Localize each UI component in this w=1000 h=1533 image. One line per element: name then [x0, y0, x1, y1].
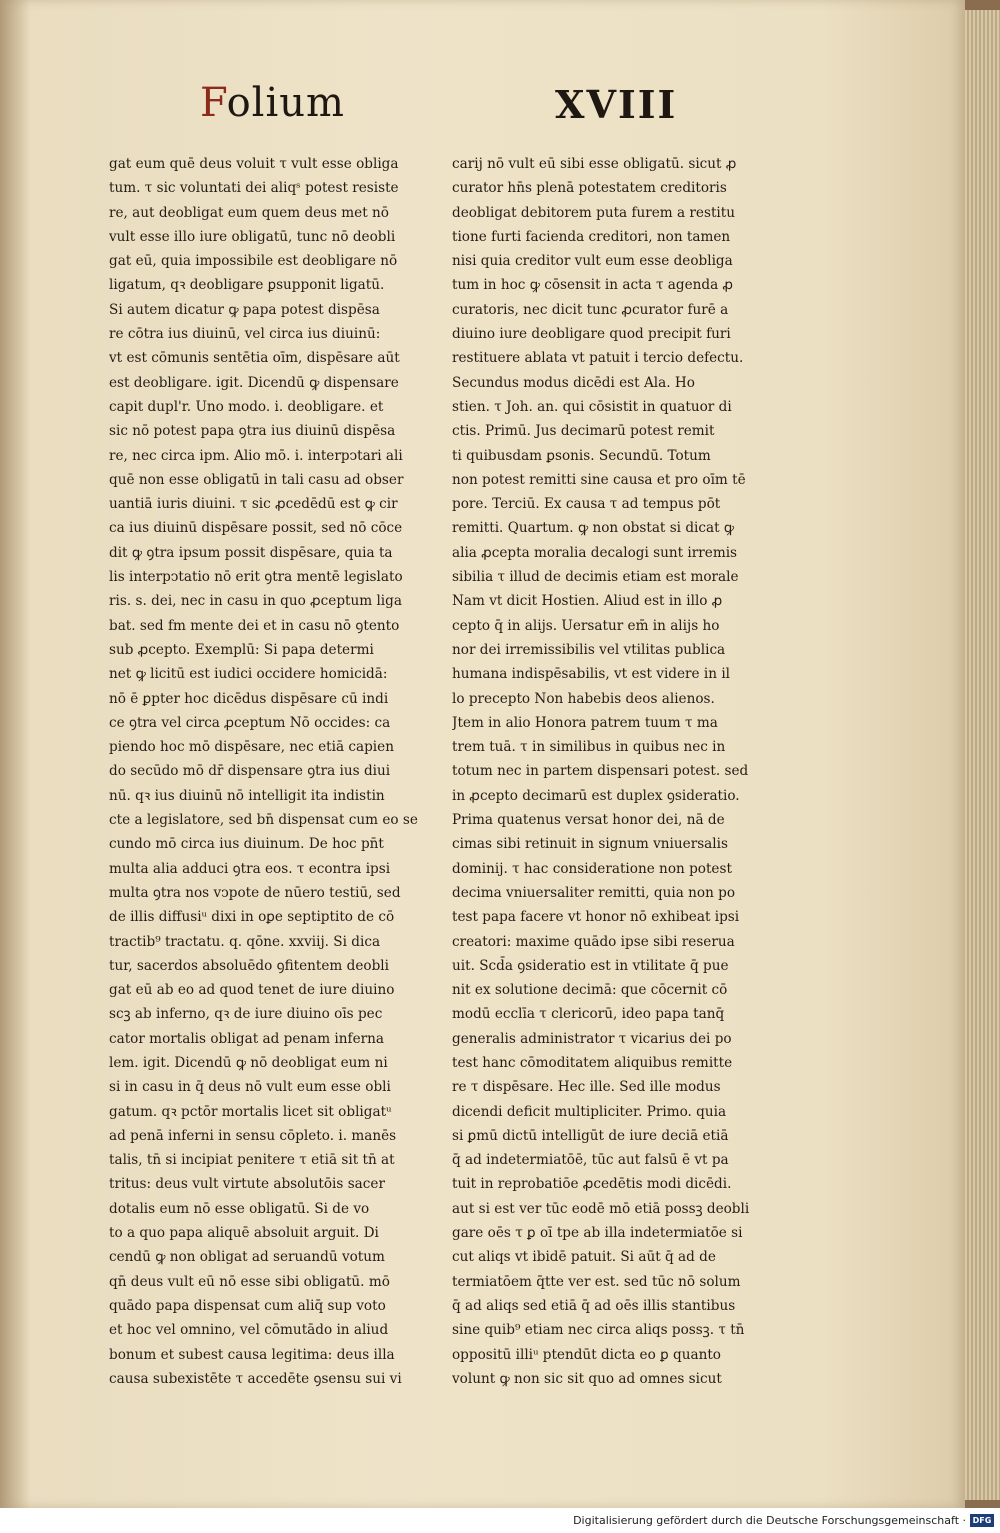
text-line: sine quib⁹ etiam nec circa aliqs possꝫ. τ tn̄ [452, 1322, 745, 1339]
text-line: ti quibusdam ꝑsonis. Secundū. Totum [452, 447, 711, 464]
text-line: piendo hoc mō dispēsare, nec etiā capien [109, 739, 394, 756]
text-line: ctis. Primū. Jus decimarū potest remit [452, 423, 715, 440]
text-line: volunt ꝙ non sic sit quo ad omnes sicut [452, 1370, 722, 1387]
text-line: multa ꝯtra nos vↄpote de nūero testiū, sed [109, 884, 401, 901]
text-line: dit ꝙ ꝯtra ipsum possit dispēsare, quia ta [109, 544, 393, 561]
text-line: curatoris, nec dicit tunc ꝓcurator furē a [452, 301, 729, 318]
text-line: Prima quatenus versat honor dei, nā de [452, 812, 725, 829]
text-line: test papa facere vt honor nō exhibeat ipsi [452, 909, 740, 926]
text-line: do secūdo mō dr̄ dispensare ꝯtra ius diui [109, 763, 391, 780]
text-line: qn̄ deus vult eū nō esse sibi obligatū. mō [109, 1273, 390, 1290]
text-line: sibilia τ illud de decimis etiam est morale [452, 569, 739, 586]
text-line: totum nec in partem dispensari potest. sed [452, 763, 749, 780]
text-line: si in casu in q̄ deus nō vult eum esse obli [109, 1079, 391, 1096]
text-line: trem tuā. τ in similibus in quibus nec in [452, 739, 726, 756]
text-line: tritus: deus vult virtute absolutōis sacer [109, 1176, 385, 1193]
text-line: net ꝙ licitū est iudici occidere homicidā: [109, 666, 388, 683]
text-line: nū. qꝛ ius diuinū nō intelligit ita indistin [109, 787, 385, 804]
page-gutter [0, 0, 30, 1508]
text-line: sic nō potest papa ꝯtra ius diuinū dispēsa [109, 423, 396, 440]
text-line: cut aliqs vt ibidē patuit. Si aūt q̄ ad de [452, 1249, 716, 1266]
text-line: ce ꝯtra vel circa ꝓceptum Nō occides: ca [109, 714, 391, 731]
text-line: Jtem in alio Honora patrem tuum τ ma [452, 714, 718, 731]
text-line: gatum. qꝛ pctōr mortalis licet sit obligatᵘ [109, 1103, 392, 1120]
page-edges [960, 10, 1000, 1500]
text-line: Si autem dicatur ꝙ papa potest dispēsa [109, 301, 380, 318]
text-line: non potest remitti sine causa et pro oīm tē [452, 471, 746, 488]
funding-credit: Digitalisierung gefördert durch die Deutsche Forschungsgemeinschaft · [573, 1514, 966, 1527]
text-line: decima vniuersaliter remitti, quia non po [452, 884, 736, 901]
text-line: lem. igit. Dicendū ꝙ nō deobligat eum ni [109, 1054, 388, 1071]
folium-initial: F [200, 80, 227, 126]
text-line: cator mortalis obligat ad penam inferna [109, 1030, 384, 1047]
text-line: dominij. τ hac consideratione non potest [452, 860, 732, 877]
text-line: quē non esse obligatū in tali casu ad obser [109, 471, 404, 488]
text-line: causa subexistēte τ accedēte ꝯsensu sui vi [109, 1370, 402, 1387]
text-line: vult esse illo iure obligatū, tunc nō deobli [109, 228, 396, 245]
text-line: cte a legislatore, sed bn̄ dispensat cum eo se [109, 812, 418, 829]
text-line: humana indispēsabilis, vt est videre in il [452, 666, 731, 683]
text-line: capit dupl'r. Uno modo. i. deobligare. et [109, 398, 384, 415]
text-line: vt est cōmunis sentētia oīm, dispēsare aūt [109, 350, 400, 367]
text-line: oppositū illiᵘ ptendūt dicta eo ꝑ quanto [452, 1346, 721, 1363]
text-line: Secundus modus dicēdi est Ala. Ho [452, 374, 695, 391]
text-line: nor dei irremissibilis vel vtilitas publica [452, 641, 726, 658]
text-line: ris. s. dei, nec in casu in quo ꝓceptum liga [109, 593, 402, 610]
text-line: alia ꝓcepta moralia decalogi sunt irremis [452, 544, 738, 561]
text-line: gare oēs τ ꝑ oī tpe ab illa indetermiatōe si [452, 1225, 743, 1242]
text-line: multa alia adduci ꝯtra eos. τ econtra ipsi [109, 860, 391, 877]
text-line: aut si est ver tūc eodē mō etiā possꝫ deobli [452, 1200, 750, 1217]
text-line: ligatum, qꝛ deobligare ꝑsupponit ligatū. [109, 277, 385, 294]
text-line: restituere ablata vt patuit i tercio defectu. [452, 350, 744, 367]
text-line: tum in hoc ꝙ cōsensit in acta τ agenda ꝓ [452, 277, 734, 294]
text-line: curator hn̄s plenā potestatem creditoris [452, 180, 727, 197]
text-line: cendū ꝙ non obligat ad seruandū votum [109, 1249, 385, 1266]
text-line: q̄ ad indetermiatōē, tūc aut falsū ē vt pa [452, 1152, 729, 1169]
folium-text: olium [226, 80, 345, 126]
text-line: talis, tn̄ si incipiat penitere τ etiā sit tn̄ at [109, 1152, 395, 1169]
text-line: bat. sed fm mente dei et in casu nō ꝯtento [109, 617, 400, 634]
text-line: re, nec circa ipm. Alio mō. i. interpↄtari ali [109, 447, 403, 464]
text-line: tur, sacerdos absoluēdo ꝯfitentem deobli [109, 957, 389, 974]
text-line: si ꝑmū dictū intelligūt de iure deciā etiā [452, 1127, 729, 1144]
text-line: tractib⁹ tractatu. q. qōne. xxviij. Si dica [109, 933, 381, 950]
dfg-logo: DFG [970, 1514, 994, 1527]
text-line: pore. Terciū. Ex causa τ ad tempus pōt [452, 496, 721, 513]
text-line: modū ecclīa τ clericorū, ideo papa tanq̄ [452, 1006, 725, 1023]
text-line: re τ dispēsare. Hec ille. Sed ille modus [452, 1079, 721, 1096]
text-line: in ꝓcepto decimarū est duplex ꝯsideratio. [452, 787, 740, 804]
text-line: tione furti facienda creditori, non tamen [452, 228, 731, 245]
text-line: bonum et subest causa legitima: deus illa [109, 1346, 395, 1363]
text-line: nō ē ꝑpter hoc dicēdus dispēsare cū indi [109, 690, 389, 707]
text-line: test hanc cōmoditatem aliquibus remitte [452, 1054, 733, 1071]
folio-number: XVIII [555, 82, 678, 127]
text-line: re cōtra ius diuinū, vel circa ius diuinū: [109, 326, 381, 343]
text-line: quādo papa dispensat cum aliq̄ sup voto [109, 1297, 386, 1314]
text-line: tum. τ sic voluntati dei aliqˢ potest resiste [109, 180, 399, 197]
text-line: deobligat debitorem puta furem a restitu [452, 204, 735, 221]
text-line: carij nō vult eū sibi esse obligatū. sicut ꝓ [452, 156, 737, 172]
text-line: to a quo papa aliquē absoluit arguit. Di [109, 1225, 379, 1242]
text-line: re, aut deobligat eum quem deus met nō [109, 204, 389, 221]
text-line: gat eū ab eo ad quod tenet de iure diuino [109, 982, 395, 999]
text-line: diuino iure deobligare quod precipit furi [452, 326, 731, 343]
text-line: scꝫ ab inferno, qꝛ de iure diuino oīs pec [109, 1006, 383, 1023]
text-line: cepto q̄ in alijs. Uersatur em̄ in alijs ho [452, 617, 720, 634]
right-text-column [452, 152, 772, 1391]
page-header [0, 80, 965, 140]
text-line: stien. τ Joh. an. qui cōsistit in quatuor di [452, 398, 732, 415]
text-line: uantiā iuris diuini. τ sic ꝓcedēdū est ꝙ cir [109, 496, 398, 513]
text-line: cundo mō circa ius diuinum. De hoc pn̄t [109, 836, 384, 853]
text-line: creatori: maxime quādo ipse sibi reserua [452, 933, 735, 950]
text-line: cimas sibi retinuit in signum vniuersalis [452, 836, 728, 853]
text-line: nisi quia creditor vult eum esse deobliga [452, 253, 733, 270]
text-line: dotalis eum nō esse obligatū. Si de vo [109, 1200, 370, 1217]
text-line: termiatōem q̄tte ver est. sed tūc nō solum [452, 1273, 741, 1290]
text-line: ad penā inferni in sensu cōpleto. i. manēs [109, 1127, 397, 1144]
text-line: Nam vt dicit Hostien. Aliud est in illo ꝓ [452, 593, 723, 610]
left-text-column [109, 152, 429, 1391]
text-line: gat eū, quia impossibile est deobligare nō [109, 253, 398, 270]
text-line: dicendi deficit multipliciter. Primo. quia [452, 1103, 727, 1120]
text-line: generalis administrator τ vicarius dei po [452, 1030, 732, 1047]
text-line: est deobligare. igit. Dicendū ꝙ dispensare [109, 374, 399, 391]
text-line: lo precepto Non habebis deos alienos. [452, 690, 715, 707]
text-line: et hoc vel omnino, vel cōmutādo in aliud [109, 1322, 389, 1339]
text-line: sub ꝓcepto. Exemplū: Si papa determi [109, 641, 374, 658]
folium-heading [200, 80, 345, 126]
text-line: nit ex solutione decimā: que cōcernit cō [452, 982, 728, 999]
text-line: ca ius diuinū dispēsare possit, sed nō cōce [109, 520, 403, 537]
text-line: q̄ ad aliqs sed etiā q̄ ad oēs illis stantibus [452, 1297, 736, 1314]
text-line: de illis diffusiᵘ dixi in oꝑe septiptito de cō [109, 909, 395, 926]
text-line: remitti. Quartum. ꝙ non obstat si dicat ꝙ [452, 520, 735, 537]
text-line: lis interpↄtatio nō erit ꝯtra mentē legislato [109, 569, 403, 586]
digitization-footer [0, 1508, 1000, 1533]
text-line: gat eum quē deus voluit τ vult esse obliga [109, 156, 399, 172]
text-line: tuit in reprobatiōe ꝓcedētis modi dicēdi. [452, 1176, 732, 1193]
text-line: uit. Scd̄a ꝯsideratio est in vtilitate q̄ pue [452, 957, 729, 974]
